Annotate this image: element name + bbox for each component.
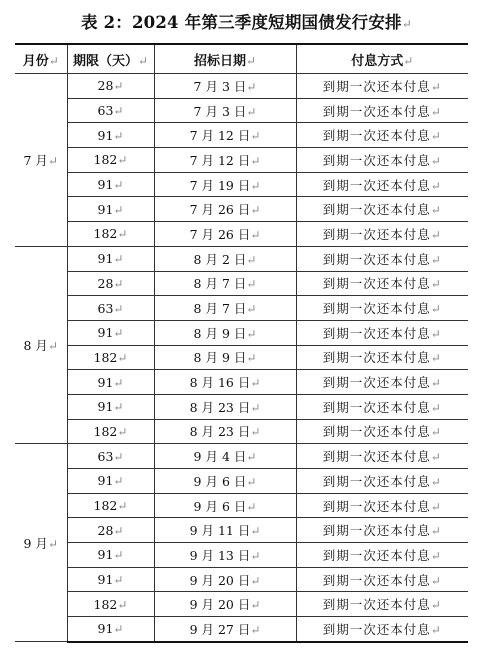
table-row — [15, 469, 468, 494]
payment-method-cell — [296, 246, 468, 271]
cell-value: 91 — [97, 547, 114, 563]
cell-value: 到期一次还本付息 — [322, 498, 431, 514]
header-payment-method — [296, 44, 468, 74]
cell-value: 28 — [97, 78, 114, 94]
term-cell — [67, 543, 154, 568]
cell-value: 到期一次还本付息 — [322, 449, 431, 465]
cell-value: 到期一次还本付息 — [322, 103, 431, 119]
cell-mark: ↵ — [430, 326, 442, 341]
cell-value: 8 月 7 日 — [193, 301, 247, 317]
payment-method-cell — [296, 222, 468, 247]
header-term — [67, 44, 154, 74]
cell-value: 7 月 3 日 — [193, 78, 247, 94]
table-row — [15, 172, 468, 197]
cell-mark: ↵ — [246, 450, 257, 465]
table-row — [15, 246, 468, 271]
cell-mark: ↵ — [250, 178, 261, 193]
cell-mark: ↵ — [430, 277, 442, 292]
cell-mark: ↵ — [113, 449, 124, 464]
cell-value: 到期一次还本付息 — [322, 226, 431, 242]
cell-mark: ↵ — [48, 53, 59, 68]
auction-date-cell — [154, 296, 296, 321]
cell-value: 63 — [97, 300, 114, 316]
cell-value: 182 — [93, 226, 118, 242]
header-month — [15, 44, 67, 74]
auction-date-cell — [154, 148, 296, 173]
cell-mark: ↵ — [250, 376, 261, 391]
payment-method-cell — [296, 617, 468, 642]
auction-date-cell — [154, 98, 296, 123]
cell-mark: ↵ — [430, 376, 442, 391]
table-row — [15, 148, 468, 173]
term-cell — [67, 148, 154, 173]
month-label: 7 月 — [23, 152, 48, 168]
cell-value: 9 月 6 日 — [193, 473, 247, 489]
cell-value: 8 月 7 日 — [193, 276, 247, 292]
payment-method-cell — [296, 296, 468, 321]
document-title: 表 2：2024 年第三季度短期国债发行安排↵ — [80, 13, 413, 32]
cell-mark: ↵ — [430, 425, 442, 440]
cell-value: 到期一次还本付息 — [322, 597, 431, 613]
term-cell — [67, 592, 154, 617]
term-cell — [67, 296, 154, 321]
cell-mark: ↵ — [246, 79, 257, 94]
cell-value: 182 — [93, 596, 118, 612]
cell-mark: ↵ — [113, 128, 124, 143]
table-row — [15, 617, 468, 642]
term-cell — [67, 469, 154, 494]
cell-value: 到期一次还本付息 — [322, 177, 431, 193]
table-row — [15, 345, 468, 370]
header-label: 付息方式 — [351, 53, 404, 69]
payment-method-cell — [296, 370, 468, 395]
cell-value: 到期一次还本付息 — [322, 152, 431, 168]
cell-mark: ↵ — [246, 474, 257, 489]
cell-value: 28 — [97, 522, 114, 538]
cell-mark: ↵ — [113, 375, 124, 390]
term-cell — [67, 518, 154, 543]
cell-mark: ↵ — [113, 523, 124, 538]
cell-mark: ↵ — [430, 153, 442, 168]
table-row — [15, 444, 468, 469]
cell-value: 91 — [97, 399, 114, 415]
payment-method-cell — [296, 74, 468, 99]
cell-mark: ↵ — [113, 326, 124, 341]
payment-method-cell — [296, 419, 468, 444]
term-cell — [67, 345, 154, 370]
cell-value: 8 月 2 日 — [193, 251, 247, 267]
table-body — [15, 74, 468, 642]
payment-method-cell — [296, 123, 468, 148]
table-row — [15, 592, 468, 617]
table-row — [15, 98, 468, 123]
cell-value: 91 — [97, 325, 114, 341]
payment-method-cell — [296, 394, 468, 419]
cell-value: 182 — [93, 152, 118, 168]
cell-value: 91 — [97, 374, 114, 390]
term-cell — [67, 320, 154, 345]
cell-mark: ↵ — [250, 622, 261, 637]
cell-value: 到期一次还本付息 — [322, 424, 431, 440]
cell-mark: ↵ — [430, 252, 442, 267]
cell-value: 63 — [97, 448, 114, 464]
auction-date-cell — [154, 320, 296, 345]
table-row — [15, 123, 468, 148]
month-label: 8 月 — [23, 338, 48, 354]
cell-value: 到期一次还本付息 — [322, 251, 431, 267]
term-cell — [67, 394, 154, 419]
cell-mark: ↵ — [250, 203, 261, 218]
auction-date-cell — [154, 518, 296, 543]
auction-date-cell — [154, 172, 296, 197]
cell-mark: ↵ — [117, 597, 128, 612]
table-row — [15, 370, 468, 395]
cell-mark: ↵ — [250, 425, 261, 440]
cell-mark: ↵ — [113, 548, 124, 563]
cell-mark: ↵ — [113, 252, 124, 267]
table-row — [15, 493, 468, 518]
cell-mark: ↵ — [250, 129, 261, 144]
auction-date-cell — [154, 74, 296, 99]
cell-mark: ↵ — [250, 227, 261, 242]
table-row — [15, 394, 468, 419]
term-cell — [67, 444, 154, 469]
cell-mark: ↵ — [113, 400, 124, 415]
table-row — [15, 518, 468, 543]
cell-mark: ↵ — [430, 524, 442, 539]
payment-method-cell — [296, 172, 468, 197]
cell-value: 91 — [97, 127, 114, 143]
month-cell — [15, 74, 67, 247]
cell-mark: ↵ — [245, 53, 257, 68]
cell-mark: ↵ — [113, 178, 124, 193]
cell-value: 7 月 12 日 — [189, 128, 251, 144]
cell-value: 到期一次还本付息 — [322, 276, 431, 292]
cell-value: 91 — [97, 177, 114, 193]
term-cell — [67, 493, 154, 518]
cell-value: 28 — [97, 275, 114, 291]
cell-mark: ↵ — [113, 301, 124, 316]
header-label: 招标日期 — [193, 53, 246, 69]
cell-value: 9 月 20 日 — [189, 572, 251, 588]
cell-mark: ↵ — [137, 53, 149, 68]
cell-value: 到期一次还本付息 — [322, 301, 431, 317]
cell-value: 到期一次还本付息 — [322, 128, 431, 144]
auction-date-cell — [154, 394, 296, 419]
cell-mark: ↵ — [430, 474, 442, 489]
cell-value: 63 — [97, 103, 114, 119]
header-label: 期限（天） — [72, 53, 138, 69]
cell-mark: ↵ — [117, 227, 128, 242]
cell-mark: ↵ — [430, 351, 442, 366]
auction-date-cell — [154, 123, 296, 148]
cell-mark: ↵ — [430, 104, 442, 119]
payment-method-cell — [296, 444, 468, 469]
table-header-row — [15, 44, 468, 74]
cell-mark: ↵ — [47, 153, 58, 168]
table-row — [15, 222, 468, 247]
cell-mark: ↵ — [246, 104, 257, 119]
payment-method-cell — [296, 567, 468, 592]
cell-value: 到期一次还本付息 — [322, 399, 431, 415]
cell-value: 到期一次还本付息 — [322, 473, 431, 489]
table-row — [15, 74, 468, 99]
cell-mark: ↵ — [47, 339, 58, 354]
cell-mark: ↵ — [430, 203, 442, 218]
table-row — [15, 320, 468, 345]
cell-mark: ↵ — [246, 351, 257, 366]
cell-mark: ↵ — [250, 153, 261, 168]
cell-value: 到期一次还本付息 — [322, 78, 431, 94]
cell-mark: ↵ — [246, 252, 257, 267]
cell-mark: ↵ — [117, 424, 128, 439]
header-auction-date — [154, 44, 296, 74]
term-cell — [67, 98, 154, 123]
term-cell — [67, 370, 154, 395]
payment-method-cell — [296, 543, 468, 568]
header-label: 月份 — [22, 53, 49, 69]
cell-value: 到期一次还本付息 — [322, 621, 431, 637]
auction-date-cell — [154, 271, 296, 296]
cell-value: 9 月 27 日 — [189, 621, 251, 637]
term-cell — [67, 123, 154, 148]
cell-mark: ↵ — [246, 326, 257, 341]
cell-value: 9 月 13 日 — [189, 547, 251, 563]
cell-mark: ↵ — [250, 400, 261, 415]
cell-mark: ↵ — [113, 202, 124, 217]
cell-mark: ↵ — [430, 178, 442, 193]
cell-value: 182 — [93, 349, 118, 365]
auction-date-cell — [154, 493, 296, 518]
month-cell — [15, 246, 67, 444]
cell-mark: ↵ — [113, 622, 124, 637]
cell-value: 8 月 23 日 — [189, 399, 251, 415]
auction-date-cell — [154, 592, 296, 617]
term-cell — [67, 617, 154, 642]
cell-value: 91 — [97, 572, 114, 588]
cell-value: 7 月 26 日 — [189, 202, 251, 218]
cell-value: 到期一次还本付息 — [322, 202, 431, 218]
cell-value: 9 月 4 日 — [193, 449, 247, 465]
auction-date-cell — [154, 469, 296, 494]
cell-value: 182 — [93, 498, 118, 514]
cell-mark: ↵ — [250, 573, 261, 588]
cell-value: 182 — [93, 423, 118, 439]
table-row — [15, 271, 468, 296]
cell-value: 8 月 16 日 — [189, 375, 251, 391]
payment-method-cell — [296, 320, 468, 345]
cell-value: 到期一次还本付息 — [322, 523, 431, 539]
cell-value: 7 月 12 日 — [189, 152, 251, 168]
cell-mark: ↵ — [430, 227, 442, 242]
cell-mark: ↵ — [250, 524, 261, 539]
table-row — [15, 567, 468, 592]
cell-mark: ↵ — [430, 548, 442, 563]
term-cell — [67, 271, 154, 296]
cell-value: 9 月 11 日 — [189, 523, 251, 539]
cell-value: 91 — [97, 201, 114, 217]
cell-value: 8 月 23 日 — [189, 424, 251, 440]
auction-date-cell — [154, 345, 296, 370]
cell-mark: ↵ — [250, 598, 261, 613]
auction-date-cell — [154, 222, 296, 247]
payment-method-cell — [296, 197, 468, 222]
cell-mark: ↵ — [430, 129, 442, 144]
cell-value: 9 月 20 日 — [189, 597, 251, 613]
cell-mark: ↵ — [113, 474, 124, 489]
auction-date-cell — [154, 567, 296, 592]
auction-date-cell — [154, 444, 296, 469]
cell-value: 91 — [97, 473, 114, 489]
month-label: 9 月 — [23, 535, 48, 551]
cell-mark: ↵ — [430, 79, 442, 94]
cell-mark: ↵ — [117, 153, 128, 168]
payment-method-cell — [296, 469, 468, 494]
auction-date-cell — [154, 617, 296, 642]
cell-mark: ↵ — [113, 79, 124, 94]
cell-mark: ↵ — [430, 450, 442, 465]
cell-value: 7 月 26 日 — [189, 226, 251, 242]
term-cell — [67, 246, 154, 271]
term-cell — [67, 172, 154, 197]
payment-method-cell — [296, 592, 468, 617]
cell-mark: ↵ — [113, 104, 124, 119]
term-cell — [67, 567, 154, 592]
cell-mark: ↵ — [430, 622, 442, 637]
cell-value: 8 月 9 日 — [193, 325, 247, 341]
payment-method-cell — [296, 148, 468, 173]
cell-mark: ↵ — [246, 277, 257, 292]
term-cell — [67, 74, 154, 99]
cell-mark: ↵ — [430, 598, 442, 613]
table-row — [15, 543, 468, 568]
term-cell — [67, 222, 154, 247]
cell-mark: ↵ — [430, 573, 442, 588]
auction-date-cell — [154, 246, 296, 271]
payment-method-cell — [296, 518, 468, 543]
cell-mark: ↵ — [113, 573, 124, 588]
paragraph-mark: ↵ — [401, 17, 413, 31]
cell-mark: ↵ — [403, 53, 414, 68]
cell-value: 到期一次还本付息 — [322, 547, 431, 563]
cell-mark: ↵ — [47, 536, 58, 551]
auction-date-cell — [154, 543, 296, 568]
issuance-schedule-table — [15, 43, 468, 643]
cell-value: 91 — [97, 621, 114, 637]
cell-value: 到期一次还本付息 — [322, 375, 431, 391]
payment-method-cell — [296, 493, 468, 518]
cell-value: 9 月 6 日 — [193, 498, 247, 514]
cell-value: 7 月 19 日 — [189, 177, 251, 193]
auction-date-cell — [154, 197, 296, 222]
auction-date-cell — [154, 370, 296, 395]
cell-mark: ↵ — [246, 302, 257, 317]
cell-mark: ↵ — [430, 400, 442, 415]
table-row — [15, 197, 468, 222]
payment-method-cell — [296, 98, 468, 123]
term-cell — [67, 197, 154, 222]
auction-date-cell — [154, 419, 296, 444]
cell-value: 到期一次还本付息 — [322, 350, 431, 366]
payment-method-cell — [296, 271, 468, 296]
month-cell — [15, 444, 67, 642]
cell-mark: ↵ — [250, 548, 261, 563]
cell-value: 7 月 3 日 — [193, 103, 247, 119]
payment-method-cell — [296, 345, 468, 370]
term-cell — [67, 419, 154, 444]
cell-mark: ↵ — [246, 499, 257, 514]
cell-mark: ↵ — [113, 276, 124, 291]
cell-value: 91 — [97, 251, 114, 267]
cell-mark: ↵ — [117, 350, 128, 365]
cell-value: 8 月 9 日 — [193, 350, 247, 366]
cell-mark: ↵ — [430, 302, 442, 317]
cell-value: 到期一次还本付息 — [322, 572, 431, 588]
table-row — [15, 419, 468, 444]
cell-mark: ↵ — [117, 499, 128, 514]
cell-value: 到期一次还本付息 — [322, 325, 431, 341]
cell-mark: ↵ — [430, 499, 442, 514]
table-row — [15, 296, 468, 321]
